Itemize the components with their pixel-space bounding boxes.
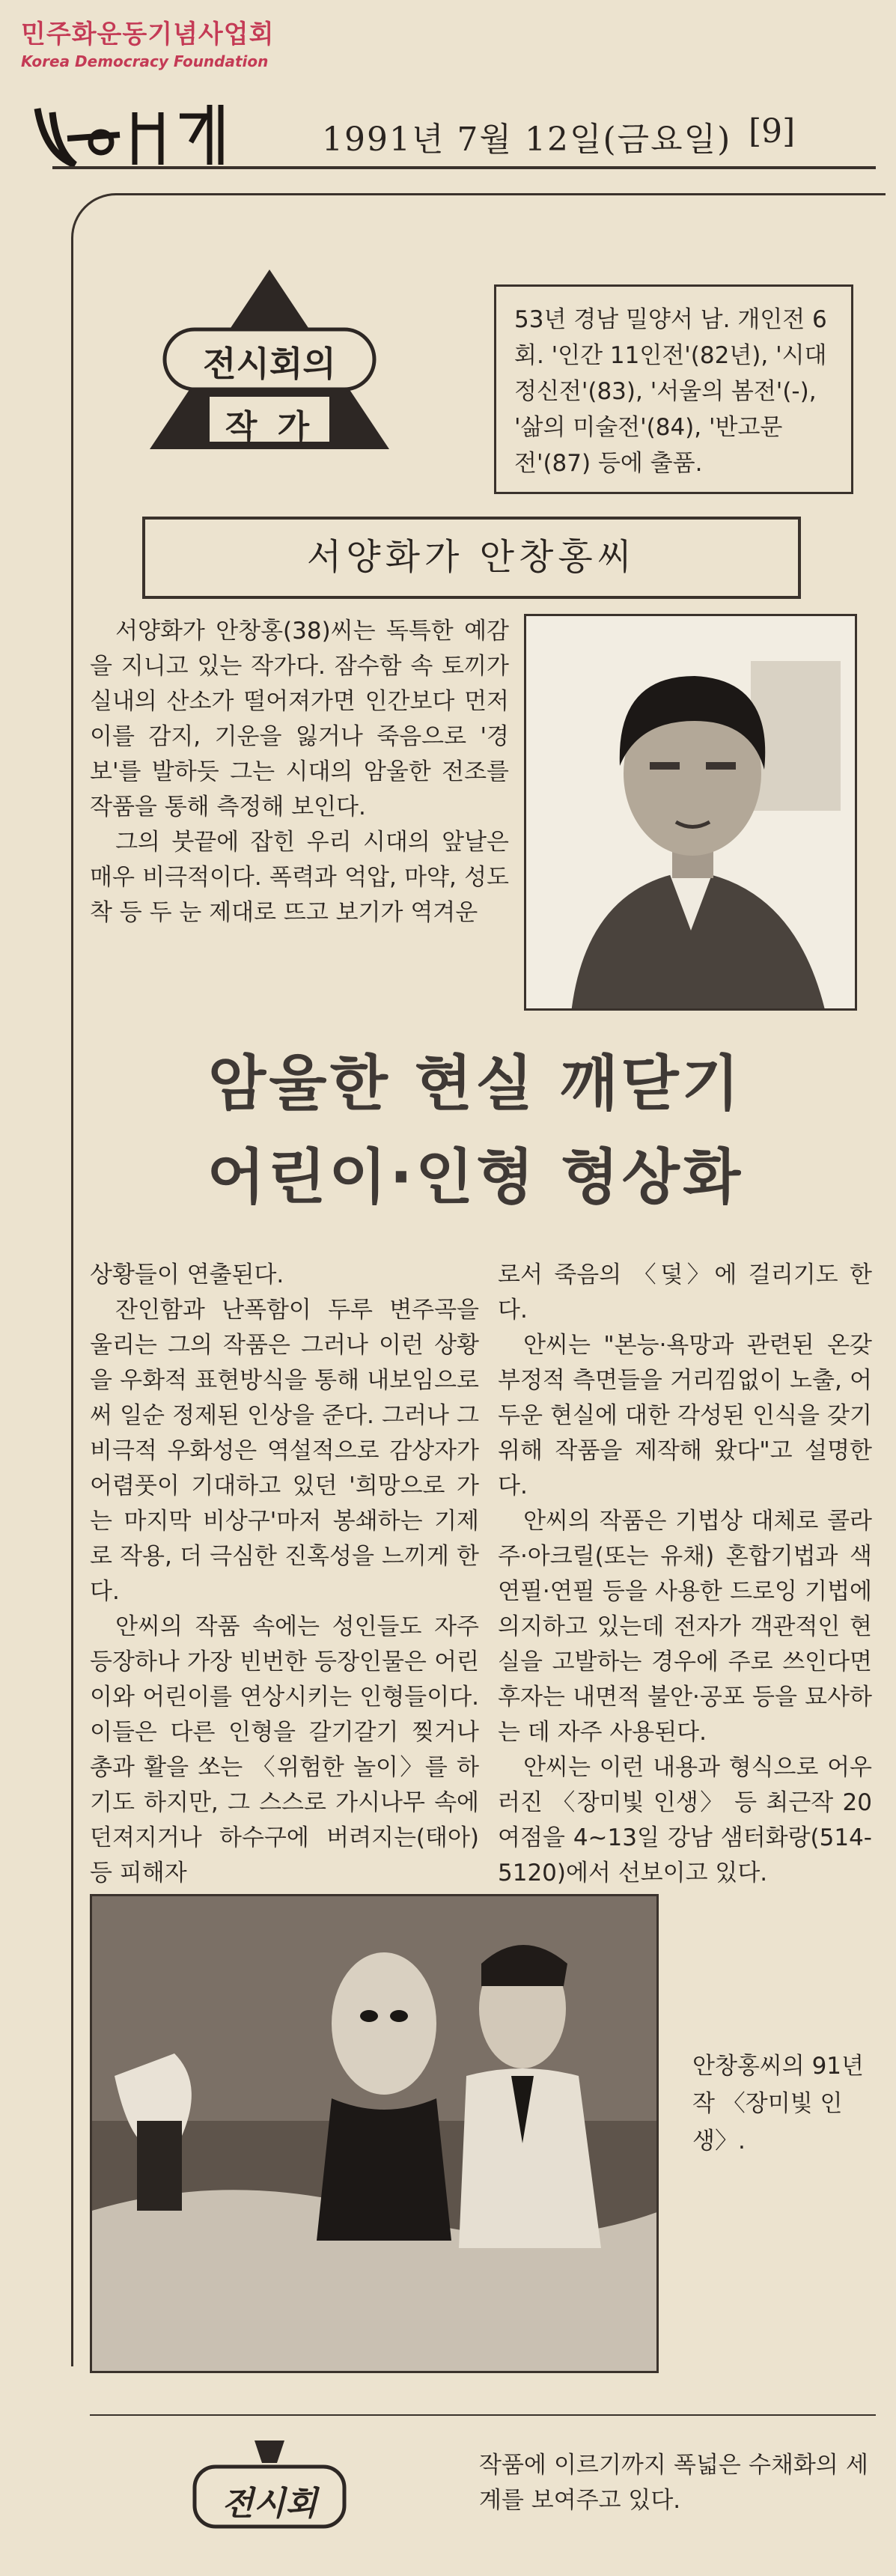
body-column-left [90, 1258, 479, 1891]
article-subtitle: 서양화가 안창홍씨 [142, 517, 801, 599]
artwork-caption: 안창홍씨의 91년 작 〈장미빛 인생〉. [692, 2053, 864, 2155]
section-divider [90, 2414, 876, 2416]
body-column-right [498, 1258, 872, 1891]
badge-line1: 전시회의 [203, 344, 336, 384]
body-paragraph: 안씨는 "본능·욕망과 관련된 온갖 부정적 측면들을 거리낌없이 노출, 어두운 현실에 대한 각성된 인식을 갖기위해 작품을 제작해 왔다"고 설명한다. [498, 1332, 872, 1499]
artist-portrait [524, 614, 857, 1011]
portrait-image [526, 616, 857, 1011]
intro-paragraph: 서양화가 안창홍(38)씨는 독특한 예감을 지니고 있는 작가다. 잠수함 속 토끼가 실내의 산소가 떨어져가면 인간보다 먼저 이를 감지, 기운을 잃거나 죽음으로 '경보'를 발하듯 그는 시대의 암울한 전조를 작품을 통해 측정해 보인다. [90, 618, 509, 820]
watermark-korean: 민주화운동기념사업회 [21, 19, 275, 49]
body-paragraph: 잔인함과 난폭함이 두루 변주곡을 울리는 그의 작품은 그러나 이런 상황을 우화적 표현방식을 통해 내보임으로써 일순 정제된 인상을 준다. 그러나 그 비극적 우화성은 역설적으로 감상자가 어렴풋이 기대하고 있던 '희망으로 가는 마지막 비상구'마저 봉쇄하는 기제로 작용, 더 극심한 진혹성을 느끼게 한다. [90, 1297, 479, 1605]
artwork-photo [90, 1894, 659, 2373]
artist-bio: 53년 경남 밀양서 남. 개인전 6회. '인간 11인전'(82년), '시대정신전'(83), '서울의 봄전'(-), '삶의 미술전'(84), '반고문전'(87) 등에 출품. [494, 284, 853, 494]
headline-line2: 어린이·인형 형상화 [207, 1142, 744, 1212]
continuation-text: 작품에 이르기까지 폭넓은 수채화의 세계를 보여주고 있다. [479, 2452, 868, 2514]
masthead-rule [52, 166, 876, 169]
body-paragraph: 안씨는 이런 내용과 형식으로 어우러진 〈장미빛 인생〉 등 최근작 20여점을 4~13일 강남 샘터화랑(514-5120)에서 선보이고 있다. [498, 1754, 872, 1887]
badge-line2: 작 가 [225, 408, 314, 446]
exhibition-badge [135, 262, 404, 457]
intro-text [90, 614, 509, 931]
body-paragraph: 로서 죽음의 〈덫〉에 걸리기도 한다. [498, 1261, 872, 1324]
body-paragraph: 안씨의 작품은 기법상 대체로 콜라주·아크릴(또는 유채) 혼합기법과 색연필·연필 등을 사용한 드로잉 기법에 의지하고 있는데 전자가 객관적인 현실을 고발하는 경우에 주로 쓰인다면 후자는 내면적 불안·공포 등을 묘사하는 데 자주 사용된다. [498, 1508, 872, 1746]
headline-line1: 암울한 현실 깨닫기 [208, 1049, 743, 1118]
footer-exhibition-logo [180, 2433, 359, 2545]
headline [90, 1037, 861, 1224]
footer-logo-text: 전시회 [222, 2485, 317, 2523]
artwork-image [92, 1896, 659, 2373]
watermark-english: Korea Democracy Foundation [21, 52, 269, 70]
masthead-logo [30, 82, 269, 180]
issue-date: 1991년 7월 12일(금요일) [322, 121, 732, 159]
body-paragraph: 안씨의 작품 속에는 성인들도 자주 등장하나 가장 빈번한 등장인물은 어린이와 어린이를 연상시키는 인형들이다. 이들은 다른 인형을 갈기갈기 찢거나 총과 활을 쏘는 〈위험한 놀이〉를 하기도 하지만, 그 스스로 가시나무 속에 던져지거나 하수구에 버려지는(태아) 등 피해자 [90, 1613, 479, 1887]
page-number: [9] [749, 112, 796, 150]
body-paragraph: 상황들이 연출된다. [90, 1261, 284, 1288]
intro-paragraph: 그의 붓끝에 잡힌 우리 시대의 앞날은 매우 비극적이다. 폭력과 억압, 마약, 성도착 등 두 눈 제대로 뜨고 보기가 역겨운 [90, 829, 509, 926]
